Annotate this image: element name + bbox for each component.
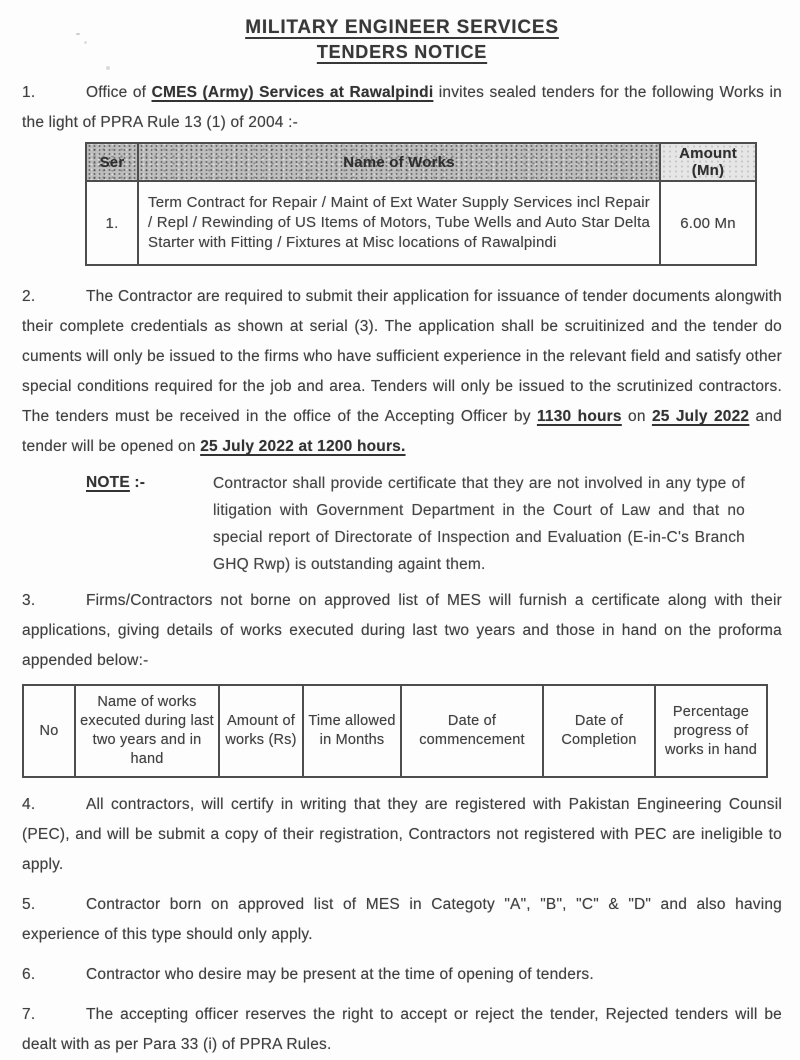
works-table-cell-amount: 6.00 Mn — [660, 181, 756, 265]
works-table-cell-ser: 1. — [86, 181, 138, 265]
note-block — [86, 470, 782, 578]
paragraph-1-text-cont: invites sealed tenders for the following Works in the light of PPRA Rule 13 (1) of 2004 :- — [22, 84, 782, 131]
paragraph-7 — [22, 1000, 782, 1060]
paragraph-4-text: All contractors, will certify in writing that they are registered with Pakistan Engineering Counsil (PEC), and will be submit a copy of their registration, Contractors not registered with PEC are ineligible to apply. — [22, 796, 782, 873]
scan-noise-speck — [84, 41, 87, 44]
proforma-header-time-allowed: Time allowed in Months — [303, 685, 401, 777]
proforma-header-name-of-works: Name of works executed during last two years and in hand — [75, 685, 219, 777]
paragraph-3-text: Firms/Contractors not borne on approved list of MES will furnish a certificate along with their applications, giving details of works executed during last two years and those in hand on the proforma appended below:- — [22, 592, 782, 669]
note-label-word: NOTE — [86, 474, 130, 491]
scan-noise-speck — [106, 66, 110, 70]
paragraph-5 — [22, 890, 782, 950]
document-title — [22, 16, 782, 64]
paragraph-1-emphasis: CMES (Army) Services at Rawalpindi — [151, 84, 434, 101]
paragraph-2-time-emphasis: 1130 hours — [536, 408, 622, 425]
works-table — [85, 142, 782, 266]
note-body: Contractor shall provide certificate that they are not involved in any type of litigation with Government Department in the Court of Law and that no special report of Directorate of Inspection and Evaluation (E-in-C's Branch GHQ Rwp) is outstanding againt them. — [213, 475, 745, 573]
works-table-header-row — [86, 143, 756, 181]
proforma-header-no: No — [23, 685, 75, 777]
paragraph-2-text: The Contractor are required to submit their application for issuance of tender documents alongwith their complete credentials as shown at serial (3). The application shall be scruitinized and the tender do cuments will only be issued to the firms who have sufficient experience in the relevant field and satisfy other special conditions required for the job and area. Tenders will only be issued to the scrutinized contractors. The tenders must be received in the office of the Accepting Officer by — [22, 288, 782, 425]
proforma-header-date-completion: Date of Completion — [543, 685, 655, 777]
paragraph-2-text-cont: on — [621, 408, 652, 425]
paragraph-2-number: 2. — [22, 288, 36, 305]
paragraph-6-number: 6. — [22, 966, 36, 983]
works-table-cell-name: Term Contract for Repair / Maint of Ext Water Supply Services incl Repair / Repl / Rewinding of US Items of Motors, Tube Wells and Auto Star Delta Starter with Fitting / Fixtures at Misc locations of Rawalpindi — [138, 181, 660, 265]
paragraph-5-text: Contractor born on approved list of MES in Categoty "A", "B", "C" & "D" and also having experience of this type should only apply. — [22, 896, 782, 943]
title-line-2: TENDERS NOTICE — [316, 42, 488, 62]
works-table-header-name: Name of Works — [138, 143, 660, 181]
scan-noise-speck — [76, 33, 80, 35]
proforma-table — [22, 684, 782, 778]
proforma-header-amount: Amount of works (Rs) — [219, 685, 303, 777]
works-table-header-ser: Ser — [86, 143, 138, 181]
paragraph-2 — [22, 282, 782, 462]
paragraph-5-number: 5. — [22, 896, 36, 913]
paragraph-3-number: 3. — [22, 592, 36, 609]
proforma-header-date-commencement: Date of commencement — [401, 685, 543, 777]
paragraph-6-text: Contractor who desire may be present at the time of opening of tenders. — [86, 966, 594, 983]
works-table-row — [86, 181, 756, 265]
title-line-1: MILITARY ENGINEER SERVICES — [245, 17, 559, 38]
proforma-table-header-row — [23, 685, 767, 777]
paragraph-2-opening-emphasis: 25 July 2022 at 1200 hours. — [200, 438, 406, 455]
proforma-header-percentage-progress: Percentage progress of works in hand — [655, 685, 767, 777]
paragraph-3 — [22, 586, 782, 676]
paragraph-1-text: Office of — [86, 84, 152, 101]
paragraph-2-text-cont2: and tender will be opened on — [22, 408, 782, 455]
works-table-header-amount: Amount (Mn) — [660, 143, 756, 181]
paragraph-7-number: 7. — [22, 1006, 36, 1023]
paragraph-6 — [22, 960, 782, 990]
note-label — [86, 470, 213, 578]
paragraph-4-number: 4. — [22, 796, 36, 813]
paragraph-4 — [22, 790, 782, 880]
paragraph-2-date-emphasis: 25 July 2022 — [651, 408, 750, 425]
paragraph-1 — [22, 78, 782, 138]
note-label-separator: :- — [129, 474, 146, 491]
paragraph-7-text: The accepting officer reserves the right to accept or reject the tender, Rejected tenders will be dealt with as per Para 33 (i) of PPRA Rules. — [22, 1006, 782, 1053]
paragraph-1-number: 1. — [22, 84, 36, 101]
